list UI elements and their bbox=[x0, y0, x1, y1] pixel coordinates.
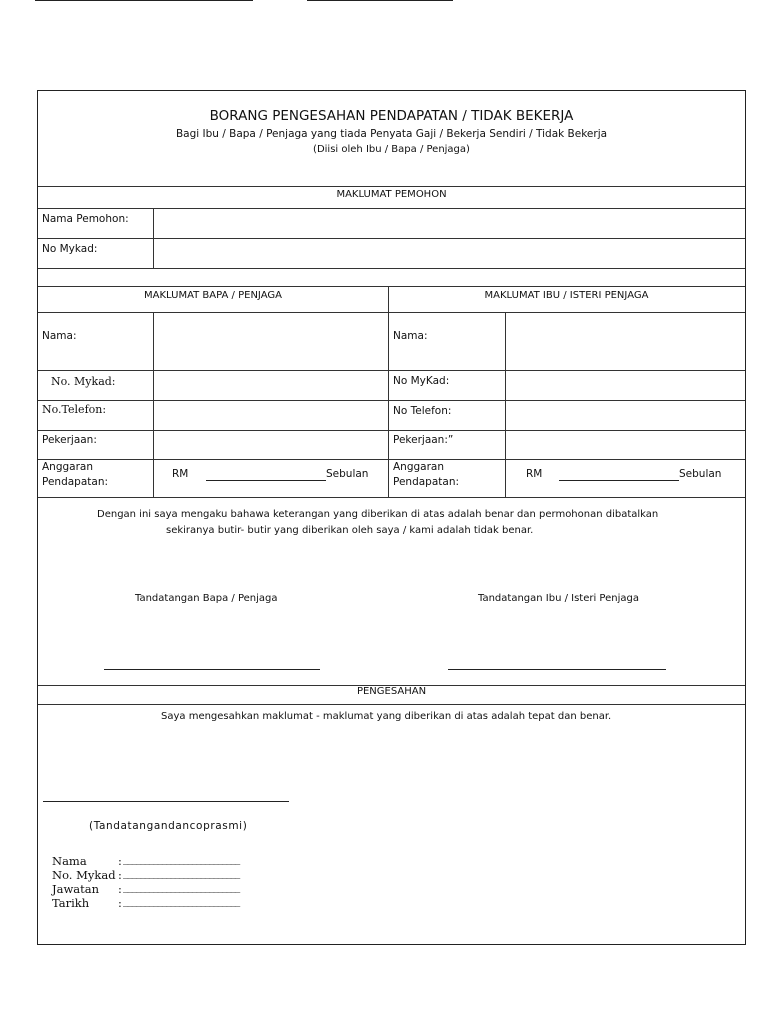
ibu-pekerjaan-label: Pekerjaan:” bbox=[393, 434, 454, 446]
bapa-nama-label: Nama: bbox=[42, 330, 77, 342]
income-verification-form bbox=[37, 90, 746, 945]
nama-pemohon-label: Nama Pemohon: bbox=[42, 213, 129, 225]
signature-ibu-label: Tandatangan Ibu / Isteri Penjaga bbox=[478, 593, 639, 604]
field-tarikh-line: ___________________________ bbox=[123, 894, 240, 907]
mykad-pemohon-label: No Mykad: bbox=[42, 243, 98, 255]
section-pengesahan: PENGESAHAN bbox=[356, 686, 427, 697]
declaration-line-2: sekiranya butir- butir yang diberikan oleh saya / kami adalah tidak benar. bbox=[166, 525, 534, 536]
field-nama-sep: : bbox=[118, 854, 122, 868]
field-mykad-label: No. Mykad bbox=[52, 868, 116, 882]
field-tarikh-sep: : bbox=[118, 896, 122, 910]
bapa-anggaran-label-1: Anggaran bbox=[42, 461, 94, 473]
ibu-anggaran-label-2: Pendapatan: bbox=[393, 476, 460, 488]
ibu-sebulan-label: Sebulan bbox=[679, 468, 722, 480]
bapa-rm-label: RM bbox=[172, 468, 189, 480]
field-nama-label: Nama bbox=[52, 854, 87, 868]
form-subtitle: Bagi Ibu / Bapa / Penjaga yang tiada Penyata Gaji / Bekerja Sendiri / Tidak Bekerja bbox=[175, 128, 608, 140]
bapa-telefon-label: No.Telefon: bbox=[42, 403, 107, 416]
section-maklumat-pemohon: MAKLUMAT PEMOHON bbox=[336, 189, 447, 200]
ibu-rm-label: RM bbox=[526, 468, 543, 480]
field-nama-line: ___________________________ bbox=[123, 852, 240, 865]
top-rule-left bbox=[35, 0, 253, 1]
field-jawatan-line: ___________________________ bbox=[123, 880, 240, 893]
top-rule-right bbox=[307, 0, 453, 1]
bapa-anggaran-label-2: Pendapatan: bbox=[42, 476, 109, 488]
official-signature-line bbox=[43, 801, 289, 802]
pengesahan-statement: Saya mengesahkan maklumat - maklumat yang diberikan di atas adalah tepat dan benar. bbox=[161, 711, 612, 722]
bapa-pekerjaan-label: Pekerjaan: bbox=[42, 434, 97, 446]
ibu-nama-label: Nama: bbox=[393, 330, 428, 342]
ibu-mykad-label: No MyKad: bbox=[393, 375, 450, 387]
field-mykad-line: ___________________________ bbox=[123, 866, 240, 879]
field-jawatan-label: Jawatan bbox=[52, 882, 100, 896]
field-jawatan-sep: : bbox=[118, 882, 122, 896]
bapa-mykad-label: No. Mykad: bbox=[51, 375, 116, 388]
form-note: (Diisi oleh Ibu / Bapa / Penjaga) bbox=[313, 144, 470, 155]
official-stamp-label: (Tandatangandancoprasmi) bbox=[89, 820, 248, 832]
section-maklumat-bapa: MAKLUMAT BAPA / PENJAGA bbox=[144, 290, 282, 301]
ibu-anggaran-label-1: Anggaran bbox=[393, 461, 445, 473]
bapa-sebulan-label: Sebulan bbox=[326, 468, 369, 480]
signature-bapa-line bbox=[104, 669, 320, 670]
field-mykad-sep: : bbox=[118, 868, 122, 882]
section-maklumat-ibu: MAKLUMAT IBU / ISTERI PENJAGA bbox=[484, 290, 649, 301]
ibu-telefon-label: No Telefon: bbox=[393, 405, 452, 417]
declaration-line-1: Dengan ini saya mengaku bahawa keterangan yang diberikan di atas adalah benar dan permohonan dibatalkan bbox=[97, 509, 659, 520]
field-tarikh-label: Tarikh bbox=[52, 896, 90, 910]
signature-bapa-label: Tandatangan Bapa / Penjaga bbox=[135, 593, 278, 604]
form-title: BORANG PENGESAHAN PENDAPATAN / TIDAK BEKERJA bbox=[209, 108, 574, 124]
signature-ibu-line bbox=[448, 669, 666, 670]
